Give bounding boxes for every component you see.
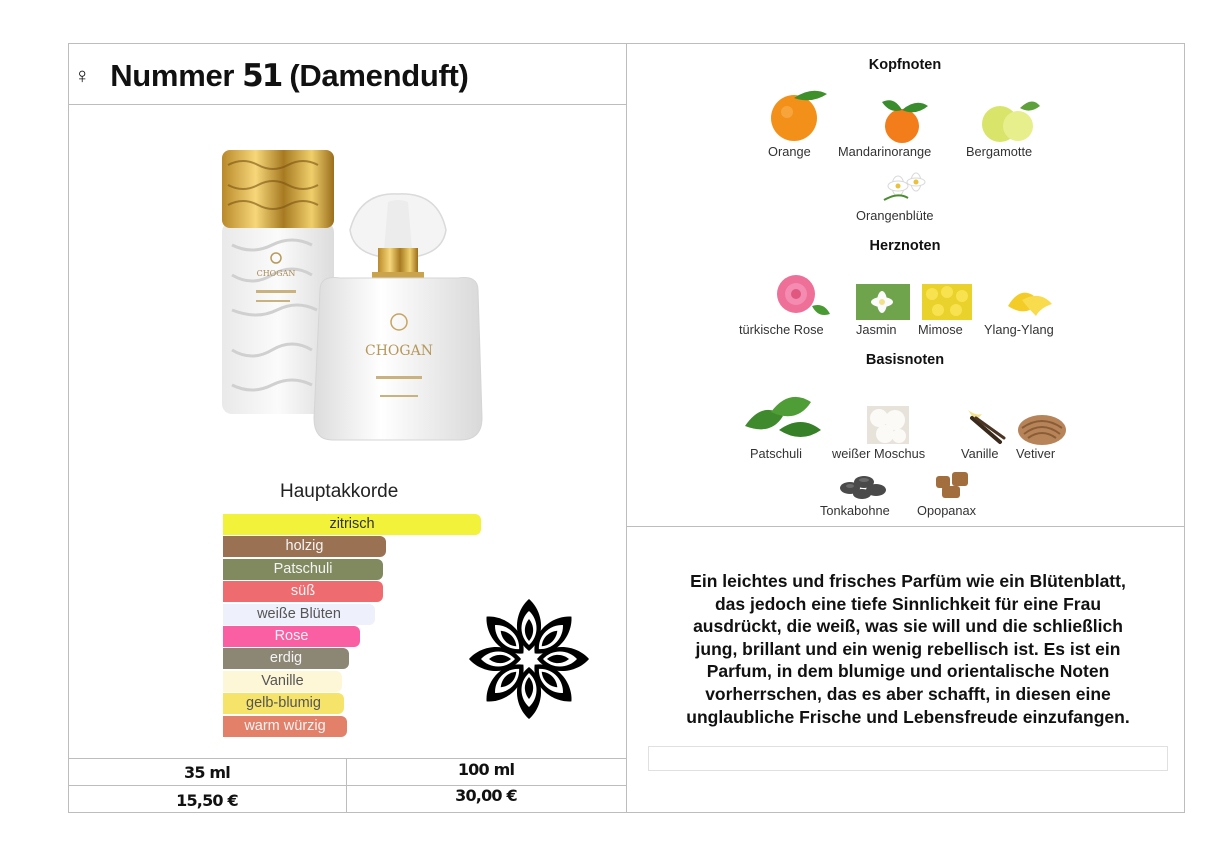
description-line: unglaubliche Frische und Lebensfreude einzufangen.	[686, 706, 1130, 727]
accord-bar: erdig	[223, 648, 349, 669]
accord-bar: weiße Blüten	[223, 604, 375, 625]
price-table-top	[68, 758, 626, 759]
note-patschuli: Patschuli	[750, 446, 802, 461]
vetiver-image	[1016, 408, 1068, 446]
column-divider	[626, 43, 627, 813]
accords-title: Hauptakkorde	[280, 481, 399, 502]
perfume-number: 51	[242, 58, 282, 94]
patchouli-image	[741, 386, 825, 446]
accord-bar: zitrisch	[223, 514, 481, 535]
perfume-bottle-image	[210, 150, 500, 445]
svg-text:CHOGAN: CHOGAN	[256, 269, 296, 278]
price-35ml: 15,50 €	[176, 791, 238, 810]
accord-bar: warm würzig	[223, 716, 347, 737]
flower-logo-icon	[466, 596, 592, 722]
accord-bar: süß	[223, 581, 383, 602]
note-vanille: Vanille	[961, 446, 999, 461]
vanilla-image	[958, 406, 1008, 446]
orange-blossom-image	[878, 168, 934, 204]
note-weisser-moschus: weißer Moschus	[832, 446, 926, 461]
accord-bar: Rose	[223, 626, 360, 647]
heart-notes-title: Herznoten	[869, 238, 941, 254]
base-notes-title: Basisnoten	[865, 352, 945, 368]
note-mandarinorange: Mandarinorange	[838, 144, 932, 159]
accord-bar: gelb-blumig	[223, 693, 344, 714]
note-tuerkische-rose: türkische Rose	[739, 322, 824, 337]
white-musk-image	[867, 406, 909, 444]
description-line: Ein leichtes und frisches Parfüm wie ein Blütenblatt,	[690, 571, 1126, 591]
size-100ml: 100 ml	[457, 760, 515, 779]
note-jasmin: Jasmin	[856, 322, 897, 337]
perfume-description	[648, 570, 1168, 728]
note-ylang-ylang: Ylang-Ylang	[984, 322, 1054, 337]
ylang-ylang-image	[1000, 286, 1056, 320]
mimosa-image	[922, 284, 972, 320]
note-tonkabohne: Tonkabohne	[820, 503, 890, 518]
note-vetiver: Vetiver	[1016, 446, 1056, 461]
tonka-bean-image	[838, 468, 888, 502]
header-divider	[68, 104, 626, 105]
note-mimose: Mimose	[918, 322, 963, 337]
notes-divider	[626, 526, 1185, 527]
note-orange: Orange	[768, 144, 811, 159]
description-line: ausdrückt, die weiß, was sie will und die schließlich	[693, 616, 1123, 637]
rose-image	[762, 272, 832, 320]
description-line: jung, brillant und ein wenig rebellisch ist. Es ist ein	[695, 638, 1121, 659]
note-orangenbluete: Orangenblüte	[856, 208, 934, 223]
svg-text:CHOGAN: CHOGAN	[365, 343, 433, 359]
description-line: das jedoch eine tiefe Sinnlichkeit für eine Frau	[714, 593, 1102, 614]
title-suffix: (Damenduft)	[289, 58, 469, 93]
top-notes-title: Kopfnoten	[868, 57, 942, 73]
description-line: vorherrschen, das es aber schafft, in diesen eine	[705, 683, 1111, 704]
orange-image	[757, 88, 831, 142]
accord-bar: holzig	[223, 536, 386, 557]
title-prefix: Nummer	[110, 58, 235, 93]
accord-bar: Patschuli	[223, 559, 383, 580]
note-opopanax: Opopanax	[917, 503, 977, 518]
note-bergamotte: Bergamotte	[966, 144, 1033, 159]
bergamot-image	[976, 98, 1042, 144]
description-line: Parfum, in dem blumige und orientalische Noten	[706, 661, 1110, 682]
female-symbol-icon: ♀	[74, 63, 91, 88]
size-35ml: 35 ml	[184, 763, 230, 782]
mandarin-image	[872, 96, 932, 144]
jasmine-image	[856, 284, 910, 320]
page-title	[74, 54, 469, 98]
price-100ml: 30,00 €	[455, 786, 517, 805]
accord-bar: Vanille	[223, 671, 342, 692]
description-empty-row	[648, 746, 1168, 771]
opopanax-image	[930, 468, 976, 502]
